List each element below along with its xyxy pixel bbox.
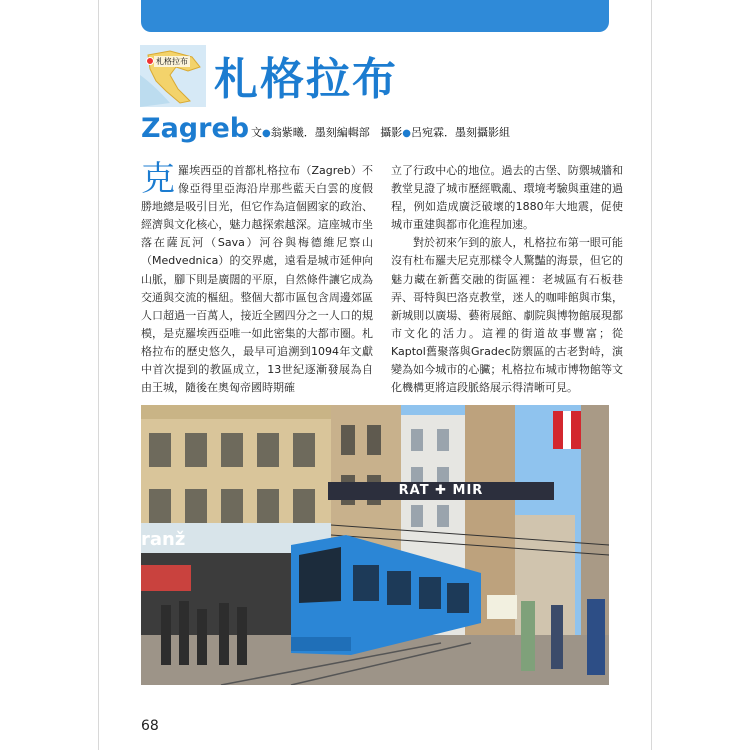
drop-cap: 克 <box>141 159 175 199</box>
page-title: 札格拉布 <box>214 54 398 105</box>
photo-shop-sign: ranž <box>141 529 186 550</box>
credit-photo-prefix: 攝影 <box>380 126 403 139</box>
article-column-right <box>391 162 623 397</box>
map-label: 札格拉布 <box>156 57 188 66</box>
page-number: 68 <box>141 718 159 734</box>
credits-line <box>251 124 510 140</box>
bullet-icon: ● <box>402 128 411 139</box>
street-scene-illustration <box>141 405 609 685</box>
article-paragraph: 立了行政中心的地位。過去的古堡、防禦城牆和教堂見證了城市歷經戰亂、環境考驗與重建的過程，例如造成廣泛破壞的1880年大地震，促使城市重建與都市化進程加速。 <box>391 164 623 232</box>
page-subtitle-latin: Zagreb <box>141 113 250 144</box>
croatia-map-icon <box>140 45 206 107</box>
croatia-map-thumbnail <box>140 45 206 107</box>
zagreb-tram-photo <box>141 405 609 685</box>
article-paragraph: 對於初來乍到的旅人，札格拉布第一眼可能沒有杜布羅夫尼克那樣令人驚豔的海景，但它的魅力藏在新舊交融的街區裡：老城區有石板巷弄、哥特與巴洛克教堂，迷人的咖啡館與市集，新城則以廣場、藝術展館、劇院與博物館展現都市文化的活力。這裡的街道故事豐富；從Kaptol舊聚落與Gradec防禦區的古老對峙，演變為如今城市的心臟；札格拉布城市博物館等文化機構更將這段脈絡展示得清晰可見。 <box>391 236 623 395</box>
credit-text-authors: 翁紫曦．墨刻編輯部 <box>270 126 370 139</box>
article-column-left <box>141 159 373 397</box>
location-pin-icon <box>146 57 154 65</box>
bullet-icon: ● <box>262 128 271 139</box>
article-paragraph: 羅埃西亞的首都札格拉布（Zagreb）不像亞得里亞海沿岸那些藍天白雲的度假勝地總是吸引目光，但它作為這個國家的政治、經濟與文化核心，魅力越探索越深。這座城市坐落在薩瓦河（Sava）河谷與梅德維尼察山（Medvednica）的交界處，遠看是城市延伸向山脈，腳下則是廣闊的平原，自然條件讓它成為交通與交流的樞紐。整個大都市區包含周邊郊區人口超過一百萬人，接近全國四分之一人口的規模，是克羅埃西亞唯一如此密集的大都市圈。札格拉布的歷史悠久，最早可追溯到1094年文獻中首次提到的教區成立，13世紀逐漸發展為自由王城，隨後在奧匈帝國時期確 <box>141 164 373 395</box>
credit-photo-authors: 呂宛霖．墨刻攝影組 <box>410 126 510 139</box>
photo-banner-text: RAT ✚ MIR <box>398 483 484 498</box>
credit-text-prefix: 文 <box>251 126 262 139</box>
header-color-bar <box>141 0 609 32</box>
